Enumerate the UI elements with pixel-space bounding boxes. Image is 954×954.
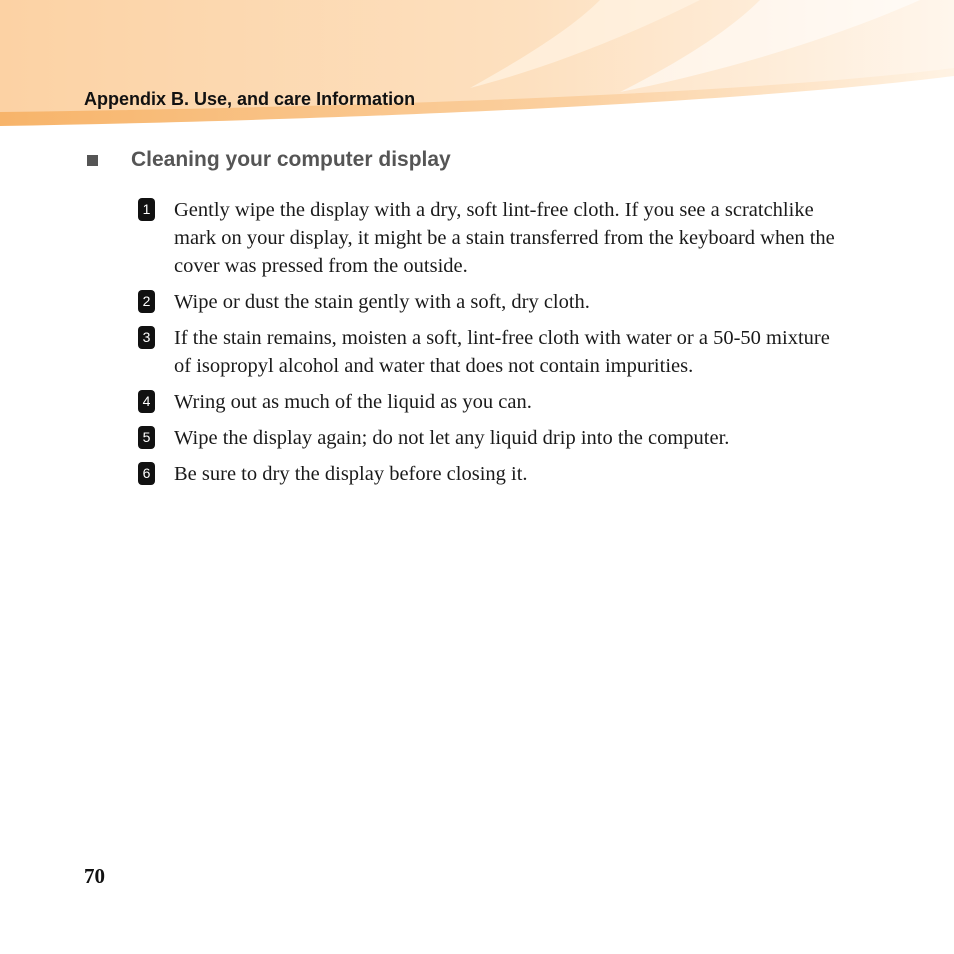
cleaning-steps-list bbox=[138, 196, 858, 496]
step-number-badge: 2 bbox=[138, 290, 155, 313]
section-heading-text: Cleaning your computer display bbox=[131, 148, 451, 171]
step-number-badge: 1 bbox=[138, 198, 155, 221]
list-item bbox=[138, 388, 858, 416]
list-item bbox=[138, 196, 858, 280]
step-number-badge: 3 bbox=[138, 326, 155, 349]
list-item bbox=[138, 424, 858, 452]
list-item bbox=[138, 460, 858, 488]
header-decorative-band bbox=[0, 0, 954, 135]
step-text: Gently wipe the display with a dry, soft lint-free cloth. If you see a scratchlike mark on your display, it might be a stain transferred from the keyboard when the cover was pressed from the outside. bbox=[174, 199, 835, 277]
list-item bbox=[138, 324, 858, 380]
section-heading bbox=[84, 148, 451, 172]
page-number: 70 bbox=[84, 864, 105, 888]
list-item bbox=[138, 288, 858, 316]
step-text: Wipe or dust the stain gently with a soft, dry cloth. bbox=[174, 291, 590, 313]
step-number-badge: 5 bbox=[138, 426, 155, 449]
step-text: Wring out as much of the liquid as you can. bbox=[174, 391, 532, 413]
square-bullet-icon bbox=[87, 155, 98, 166]
step-text: If the stain remains, moisten a soft, lint-free cloth with water or a 50-50 mixture of isopropyl alcohol and water that does not contain impurities. bbox=[174, 327, 830, 377]
step-number-badge: 4 bbox=[138, 390, 155, 413]
header-title: Appendix B. Use, and care Information bbox=[84, 89, 416, 109]
step-number-badge: 6 bbox=[138, 462, 155, 485]
step-text: Wipe the display again; do not let any liquid drip into the computer. bbox=[174, 427, 730, 449]
step-text: Be sure to dry the display before closing it. bbox=[174, 463, 528, 485]
